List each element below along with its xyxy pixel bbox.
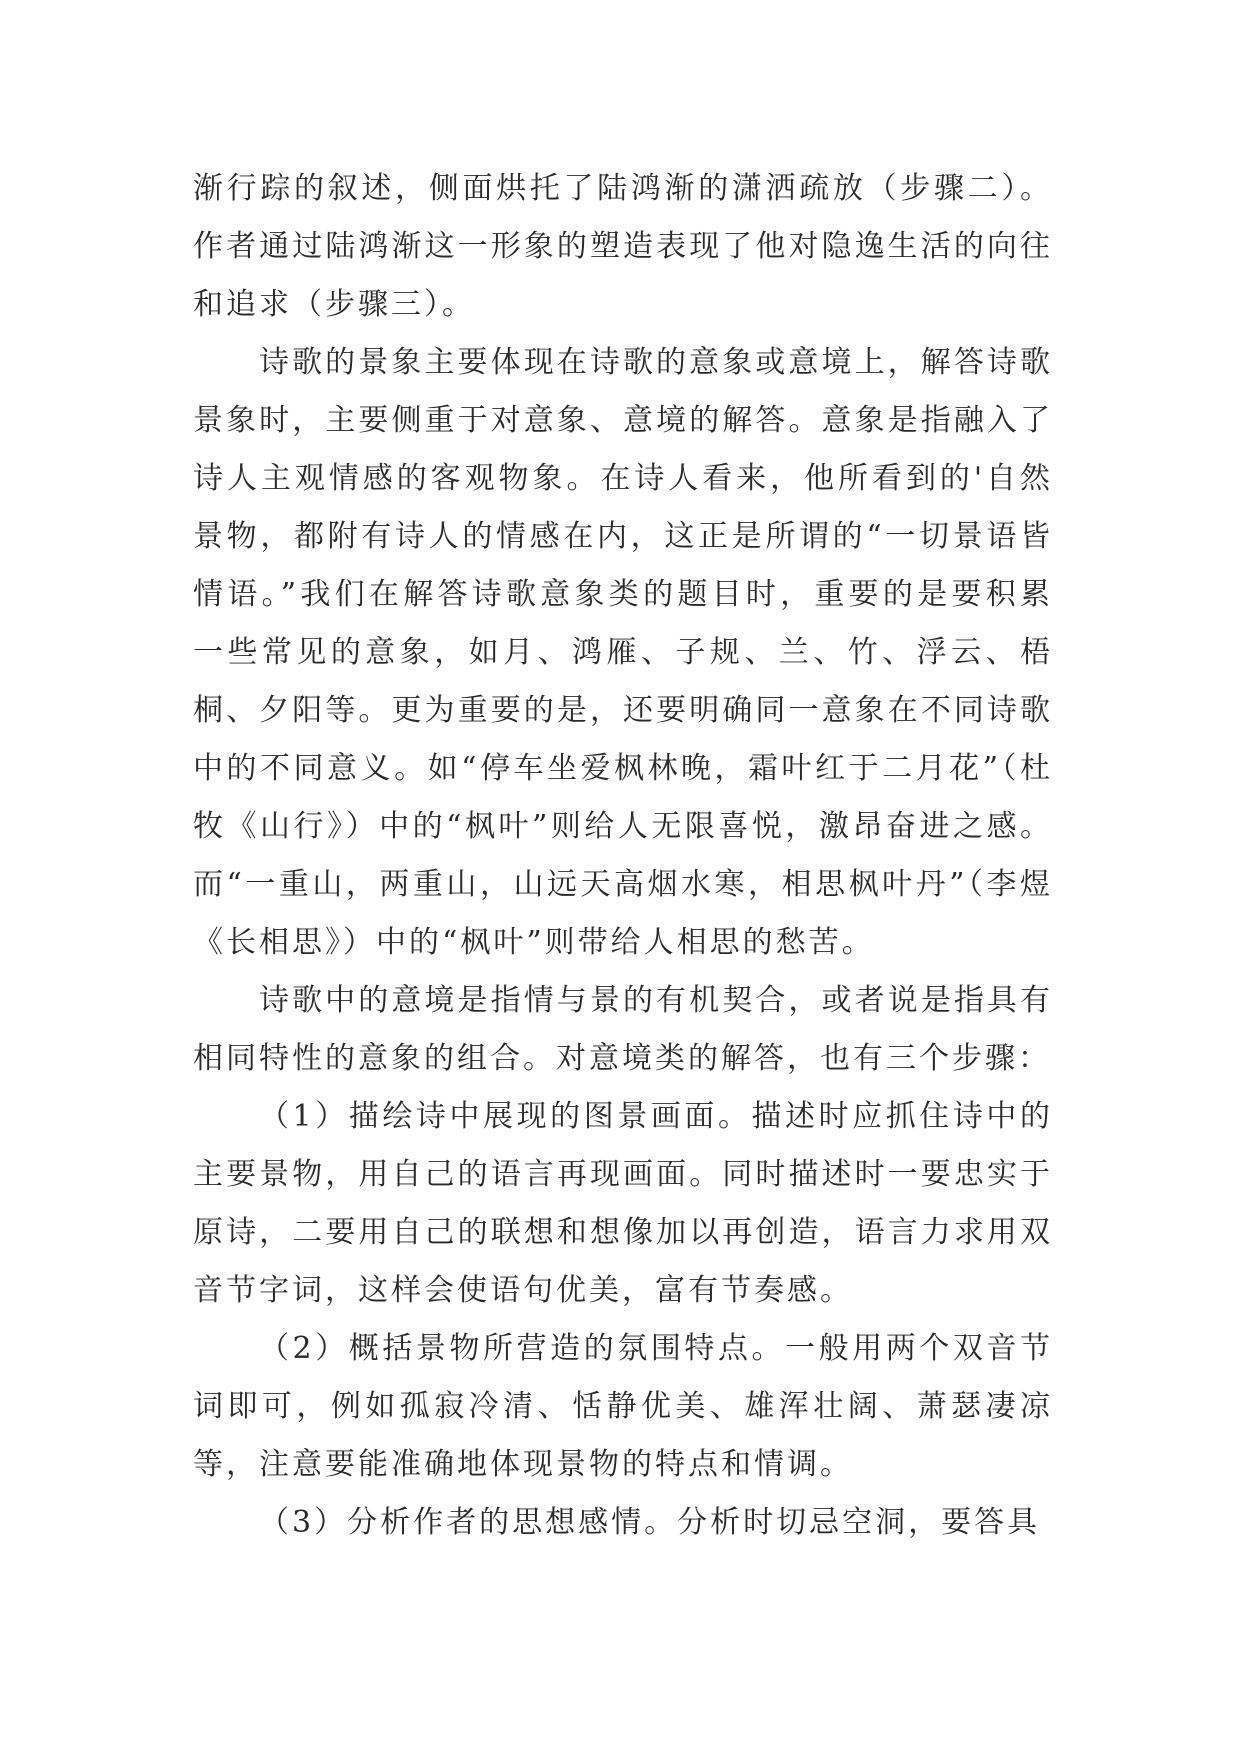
body-text xyxy=(193,160,1053,1552)
paragraph: 渐行踪的叙述，侧面烘托了陆鸿渐的潇洒疏放（步骤二）。作者通过陆鸿渐这一形象的塑造表现了他对隐逸生活的向往和追求（步骤三）。 xyxy=(193,171,1053,322)
paragraph: （1）描绘诗中展现的图景画面。描述时应抓住诗中的主要景物，用自己的语言再现画面。同时描述时一要忠实于原诗，二要用自己的联想和想像加以再创造，语言力求用双音节字词，这样会使语句优美，富有节奏感。 xyxy=(193,1099,1053,1308)
paragraph: （2）概括景物所营造的氛围特点。一般用两个双音节词即可，例如孤寂冷清、恬静优美、雄浑壮阔、萧瑟凄凉等，注意要能准确地体现景物的特点和情调。 xyxy=(193,1331,1053,1482)
paragraph: （3）分析作者的思想感情。分析时切忌空洞，要答具 xyxy=(259,1505,1041,1540)
paragraph: 诗歌中的意境是指情与景的有机契合，或者说是指具有相同特性的意象的组合。对意境类的解答，也有三个步骤： xyxy=(193,983,1053,1076)
paragraph: 诗歌的景象主要体现在诗歌的意象或意境上，解答诗歌景象时，主要侧重于对意象、意境的解答。意象是指融入了诗人主观情感的客观物象。在诗人看来，他所看到的'自然景物，都附有诗人的情感在内，这正是所谓的“一切景语皆情语。”我们在解答诗歌意象类的题目时，重要的是要积累一些常见的意象，如月、鸿雁、子规、兰、竹、浮云、梧桐、夕阳等。更为重要的是，还要明确同一意象在不同诗歌中的不同意义。如“停车坐爱枫林晚，霜叶红于二月花”（杜牧《山行》）中的“枫叶”则给人无限喜悦，激昂奋进之感。而“一重山，两重山，山远天高烟水寒，相思枫叶丹”（李煜《长相思》）中的“枫叶”则带给人相思的愁苦。 xyxy=(193,345,1053,960)
